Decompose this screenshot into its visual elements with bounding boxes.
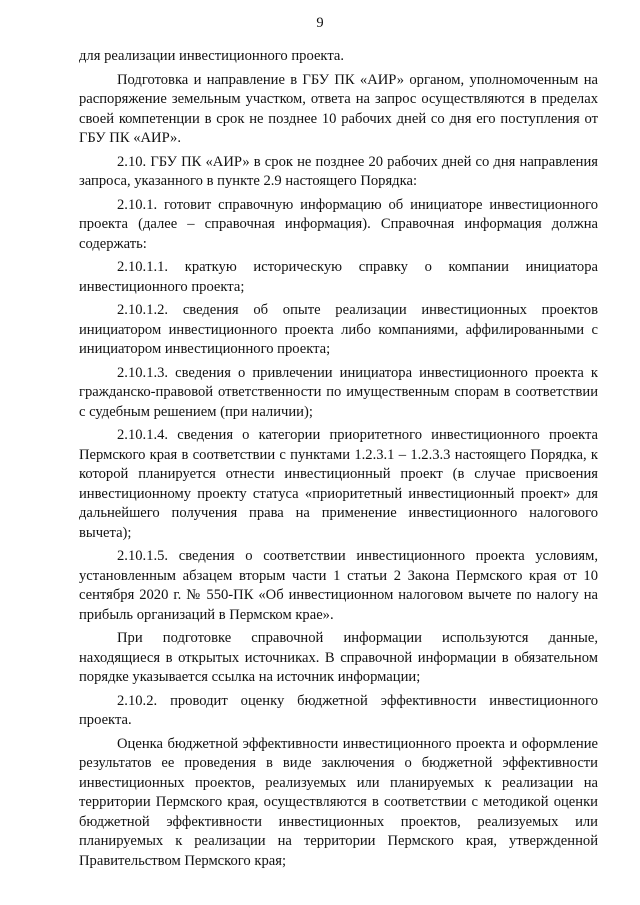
paragraph: Оценка бюджетной эффективности инвестиционного проекта и оформление результатов ее проведения в виде заключения о бюджетной эффективности инвестиционных проектов, реализуемых или планируемых к реализации на территории Пермского края, осуществляются в соответствии с методикой оценки бюджетной эффективности инвестиционных проектов, реализуемых или планируемых к реализации на территории Пермского края, утвержденной Правительством Пермского края; — [79, 735, 598, 869]
paragraph: 2.10.1.1. краткую историческую справку о компании инициатора инвестиционного проекта; — [79, 259, 598, 295]
paragraph: 2.10.1.2. сведения об опыте реализации инвестиционных проектов инициатором инвестиционного проекта либо компаниями, аффилированными с инициатором инвестиционного проекта; — [79, 302, 598, 357]
page-number: 9 — [316, 15, 324, 31]
paragraph: 2.10.1. готовит справочную информацию об инициаторе инвестиционного проекта (далее – справочная информация). Справочная информация должна содержать: — [79, 196, 598, 252]
paragraph: Подготовка и направление в ГБУ ПК «АИР» органом, уполномоченным на распоряжение земельным участком, ответа на запрос осуществляются в пределах своей компетенции в срок не позднее 10 рабочих дней со дня его поступления от ГБУ ПК «АИР». — [79, 71, 598, 146]
paragraph: 2.10.2. проводит оценку бюджетной эффективности инвестиционного проекта. — [79, 692, 598, 728]
paragraph: 2.10.1.5. сведения о соответствии инвестиционного проекта условиям, установленным абзацем вторым части 1 статьи 2 Закона Пермского края от 10 сентября 2020 г. № 550-ПК «Об инвестиционном налоговом вычете по налогу на прибыль организаций в Пермском крае». — [79, 548, 598, 623]
paragraph-continuation: для реализации инвестиционного проекта. — [79, 48, 345, 64]
paragraph: 2.10.1.4. сведения о категории приоритетного инвестиционного проекта Пермского края в соответствии с пунктами 1.2.3.1 – 1.2.3.3 настоящего Порядка, к которой планируется отнести инвестиционный проект (в случае присвоения инвестиционному проекту статуса «приоритетный инвестиционный проект» для дальнейшего получения права на применение инвестиционного налогового вычета); — [79, 427, 598, 541]
paragraph: 2.10.1.3. сведения о привлечении инициатора инвестиционного проекта к гражданско-правовой ответственности по имущественным спорам в соответствии с судебным решением (при наличии); — [79, 364, 598, 420]
paragraph: При подготовке справочной информации используются данные, находящиеся в открытых источниках. В справочной информации в обязательном порядке указывается ссылка на источник информации; — [79, 630, 598, 685]
paragraph: 2.10. ГБУ ПК «АИР» в срок не позднее 20 рабочих дней со дня направления запроса, указанного в пункте 2.9 настоящего Порядка: — [79, 153, 598, 189]
document-body — [79, 47, 598, 871]
